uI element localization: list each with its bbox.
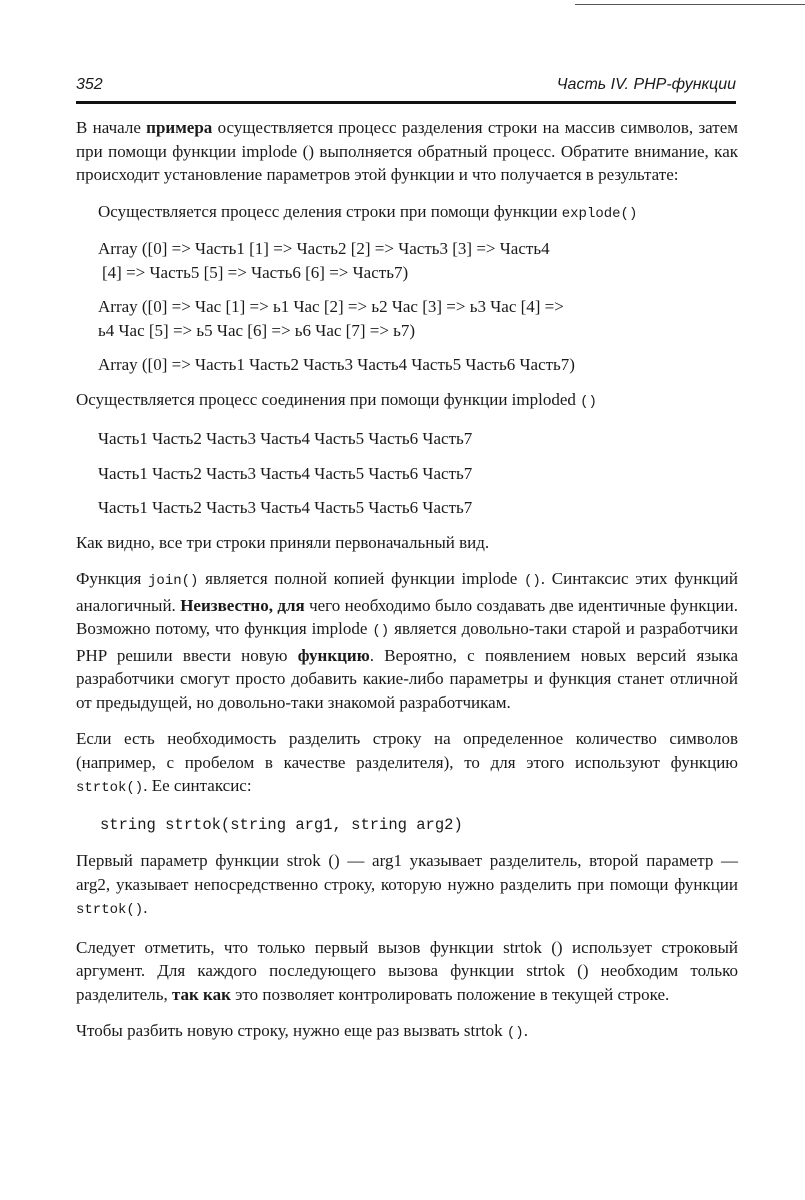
bold-term: так как (171, 984, 231, 1004)
text-run: чего необходимо было создавать две идентичные функции. Возможно потому, что функция implode (76, 595, 738, 638)
array-output-3 (76, 353, 738, 377)
header-rule (76, 101, 736, 104)
last-paragraph (76, 1019, 738, 1046)
text-run: . Синтаксис этих функций аналогичный. (76, 569, 739, 615)
inline-code: strtok() (76, 902, 144, 918)
joined-line: Часть1 Часть2 Часть3 Часть4 Часть5 Часть6 Часть7 (98, 429, 473, 448)
implode-intro (76, 388, 738, 415)
text-run: это позволяет контролировать положение в текущей строке. (230, 984, 670, 1004)
output-line: Array ([0] => Часть1 [1] => Часть2 [2] => Часть3 [3] => Часть4 (98, 239, 550, 258)
top-edge-line (575, 4, 805, 5)
text-run: . Вероятно, с появлением новых версий языка разработчики смогут просто добавить какие-либо параметры и функция станет отличной от предыдущей, но довольно-таки знакомой разработчикам. (76, 645, 738, 712)
inline-code: explode() (561, 205, 638, 222)
text-run: Функция (76, 569, 149, 588)
bold-term: примера (146, 118, 213, 137)
array-output-2 (76, 295, 738, 342)
text-run: Осуществляется процесс деления строки при помощи функции (98, 201, 562, 221)
inline-code: () (372, 623, 390, 639)
text-run: В начале (76, 118, 147, 137)
inline-code: join() (148, 573, 199, 589)
inline-code: () (523, 573, 541, 589)
first-param-paragraph (76, 849, 738, 923)
joined-line: Часть1 Часть2 Часть3 Часть4 Часть5 Часть6 Часть7 (98, 498, 473, 517)
chapter-title: Часть IV. PHP-функции (556, 76, 736, 93)
text-run: осуществляется процесс разделения строки на массив символов, затем при помощи функции implode () выполняется обратный процесс. Обратите внимание, как происходит установление параметров этой функции и что получается в результате: (76, 118, 738, 184)
inline-code: strtok() (76, 780, 144, 796)
join-paragraph (76, 567, 738, 714)
text-run: Осуществляется процесс соединения при помощи функции imploded (76, 389, 581, 409)
text-run: является полной копией функции implode (198, 569, 524, 588)
text-run: Первый параметр функции strok () — arg1 указывает разделитель, второй параметр — arg2, указывает непосредственно строку, которую нужно разделить при помощи функции (76, 851, 738, 894)
text-run: . Ее синтаксис: (143, 776, 252, 795)
output-line: Array ([0] => Час [1] => ь1 Час [2] => ь2 Час [3] => ь3 Час [4] => (98, 297, 564, 316)
page-header (76, 76, 736, 98)
joined-line: Часть1 Часть2 Часть3 Часть4 Часть5 Часть6 Часть7 (98, 463, 473, 483)
array-output-1 (76, 237, 738, 284)
explode-intro (76, 200, 738, 227)
seen-paragraph: Как видно, все три строки приняли первоначальный вид. (76, 532, 490, 552)
text-run: . (143, 898, 148, 917)
text-run: Если есть необходимость разделить строку на определенное количество символов (например, с пробелом в качестве разделителя), то для этого используют функцию (76, 729, 738, 772)
text-run: Следует отметить, что только первый вызов функции strtok () использует строковый аргумент. Для каждого последующего вызова функции strtok () необходим только разделитель, (76, 937, 738, 1004)
inline-code: () (580, 393, 597, 410)
page-number: 352 (76, 76, 103, 93)
text-run: Чтобы разбить новую строку, нужно еще раз вызвать strtok (76, 1021, 507, 1040)
inline-code: () (506, 1025, 524, 1041)
bold-term: функцию (297, 645, 370, 665)
text-run: . (523, 1021, 528, 1040)
page-body (76, 116, 738, 1059)
intro-paragraph (76, 116, 738, 187)
joined-output (76, 427, 738, 520)
bold-term: Неизвестно, для (180, 595, 305, 615)
output-line: [4] => Часть5 [5] => Часть6 [6] => Часть7) (102, 262, 409, 282)
output-line: ь4 Час [5] => ь5 Час [6] => ь6 Час [7] => ь7) (98, 320, 416, 340)
strtok-syntax: string strtok(string arg1, string arg2) (100, 815, 463, 834)
text-run: является довольно-таки старой и разработчики PHP решили ввести новую (76, 619, 738, 665)
note-paragraph (76, 936, 738, 1007)
split-paragraph (76, 727, 738, 801)
output-line: Array ([0] => Часть1 Часть2 Часть3 Часть4 Часть5 Часть6 Часть7) (98, 355, 575, 374)
